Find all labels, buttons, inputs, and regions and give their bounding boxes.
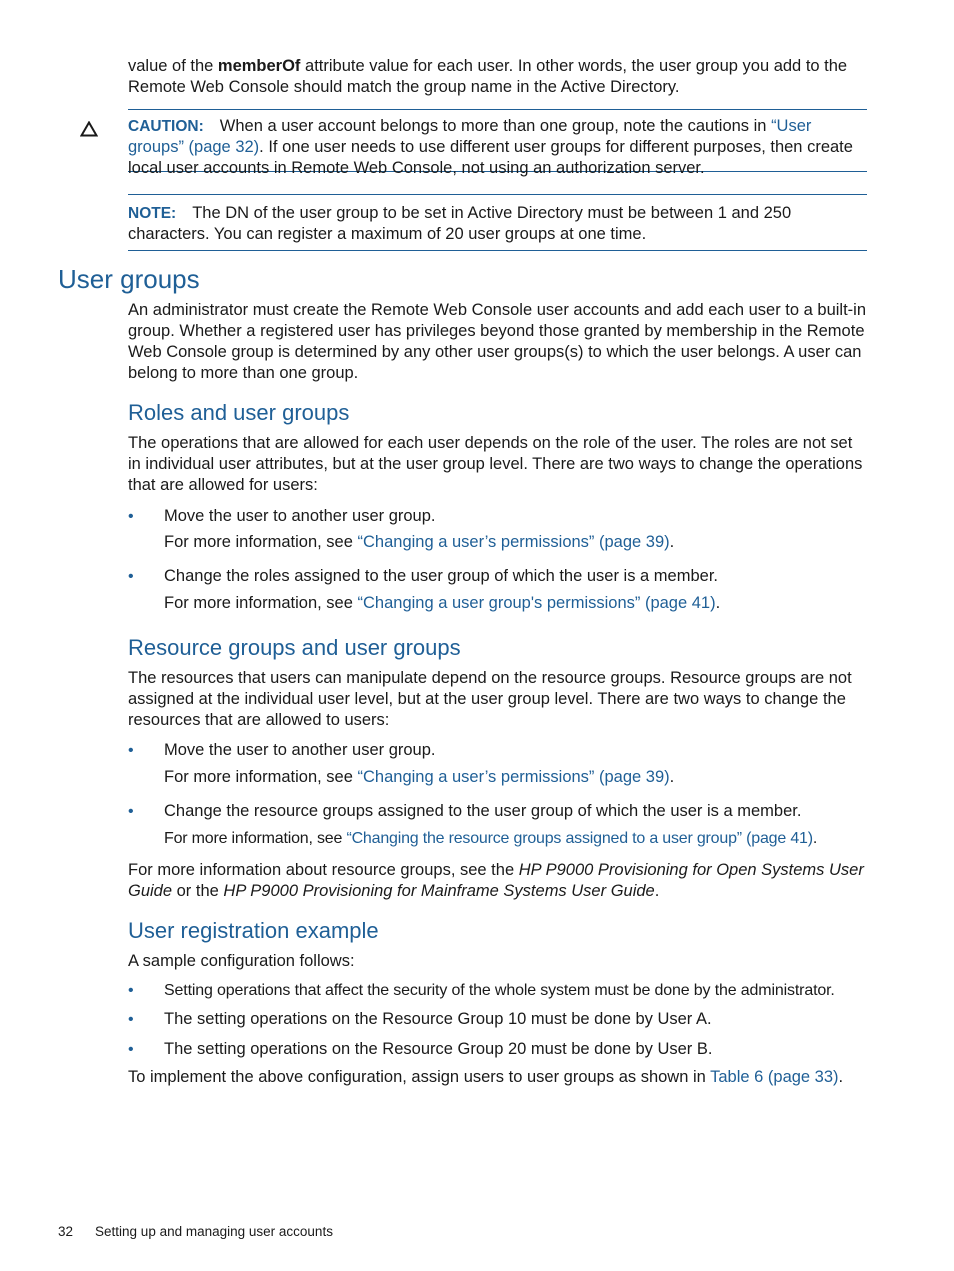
caution-text-2: . If one user needs to use different user groups for different purposes, then create local user accounts in Remote Web Console, not using an authorization server. [128,138,853,177]
intro-text-1: value of the [128,57,218,75]
intro-paragraph [128,56,868,98]
link-changing-user-permissions[interactable]: “Changing a user’s permissions” (page 39) [357,533,670,551]
resource-paragraph: The resources that users can manipulate depend on the resource groups. Resource groups are not assigned at the individual user level, but at the user group level. There are two ways to change the resources that are allowed to users: [128,669,852,729]
registration-bullet-1: Setting operations that affect the security of the whole system must be done by the administrator. [164,982,835,999]
caution-icon [80,121,98,137]
link-changing-user-permissions-2[interactable]: “Changing a user’s permissions” (page 39) [357,768,670,786]
registration-paragraph: A sample configuration follows: [128,952,355,970]
doc-title-open-systems: HP P9000 Provisioning for Open Systems User Guide [128,861,864,900]
footer-title: Setting up and managing user accounts [95,1224,333,1239]
roles-bullet-2: Change the roles assigned to the user group of which the user is a member. [164,567,718,585]
bullet-glyph: • [128,982,134,999]
registration-bullet-3: The setting operations on the Resource Group 20 must be done by User B. [164,1040,713,1058]
resource-bullet-1: Move the user to another user group. [164,741,436,759]
roles-bullet-1: Move the user to another user group. [164,507,436,525]
heading-user-registration-example: User registration example [128,918,379,943]
note-box [128,194,867,251]
intro-bold-attribute: memberOf [217,57,301,75]
note-text: The DN of the user group to be set in Active Directory must be between 1 and 250 characters. You can register a maximum of 20 user groups at one time. [128,204,792,243]
roles-sub-1: For more information, see “Changing a user’s permissions” (page 39). [164,533,675,551]
link-changing-user-group-permissions[interactable]: “Changing a user group's permissions” (page 41) [357,594,716,612]
bullet-glyph: • [128,508,134,525]
link-table-6[interactable]: Table 6 (page 33) [710,1068,839,1086]
heading-resource-groups-and-user-groups: Resource groups and user groups [128,635,461,660]
heading-roles-and-user-groups: Roles and user groups [128,400,350,425]
roles-sub-2: For more information, see “Changing a user group's permissions” (page 41). [164,594,721,612]
bullet-glyph: • [128,1011,134,1028]
caution-link-user-groups[interactable]: “User groups” (page 32) [128,117,812,156]
registration-closing: To implement the above configuration, assign users to user groups as shown in Table 6 (page 33). [128,1068,844,1086]
bullet-glyph: • [128,1041,134,1058]
roles-paragraph: The operations that are allowed for each user depends on the role of the user. The roles are not set in individual user attributes, but at the user group level. There are two ways to change the operations that are allowed for users: [128,434,863,494]
user-groups-paragraph: An administrator must create the Remote Web Console user accounts and add each user to a built-in group. Whether a registered user has privileges beyond those granted by membership in the Remote Web Console group is determined by any other user groups(s) to which the user belongs. A user can belong to more than one group. [128,301,867,382]
page-footer [58,1223,333,1241]
intro-text-2: attribute value for each user. In other words, the user group you add to the Remote Web Console should match the group name in the Active Directory. [128,57,848,96]
caution-text-1: When a user account belongs to more than one group, note the cautions in [219,117,772,135]
caution-label: CAUTION: [128,118,204,135]
bullet-glyph: • [128,742,134,759]
note-label: NOTE: [128,205,177,222]
caution-box [128,109,867,177]
doc-title-mainframe: HP P9000 Provisioning for Mainframe Systems User Guide [223,882,655,900]
resource-bullet-2: Change the resource groups assigned to the user group of which the user is a member. [164,802,802,820]
page-number: 32 [58,1224,74,1239]
heading-user-groups: User groups [58,264,200,294]
registration-bullet-2: The setting operations on the Resource Group 10 must be done by User A. [164,1010,712,1028]
resource-more-info: For more information about resource groups, see the HP P9000 Provisioning for Open Systems User Guide or the HP P9000 Provisioning for Mainframe Systems User Guide. [128,861,864,900]
resource-sub-2: For more information, see “Changing the resource groups assigned to a user group” (page 41). [164,830,818,847]
bullet-glyph: • [128,803,134,820]
link-changing-resource-groups[interactable]: “Changing the resource groups assigned to a user group” (page 41) [346,830,813,847]
bullet-glyph: • [128,568,134,585]
resource-sub-1: For more information, see “Changing a user’s permissions” (page 39). [164,768,675,786]
